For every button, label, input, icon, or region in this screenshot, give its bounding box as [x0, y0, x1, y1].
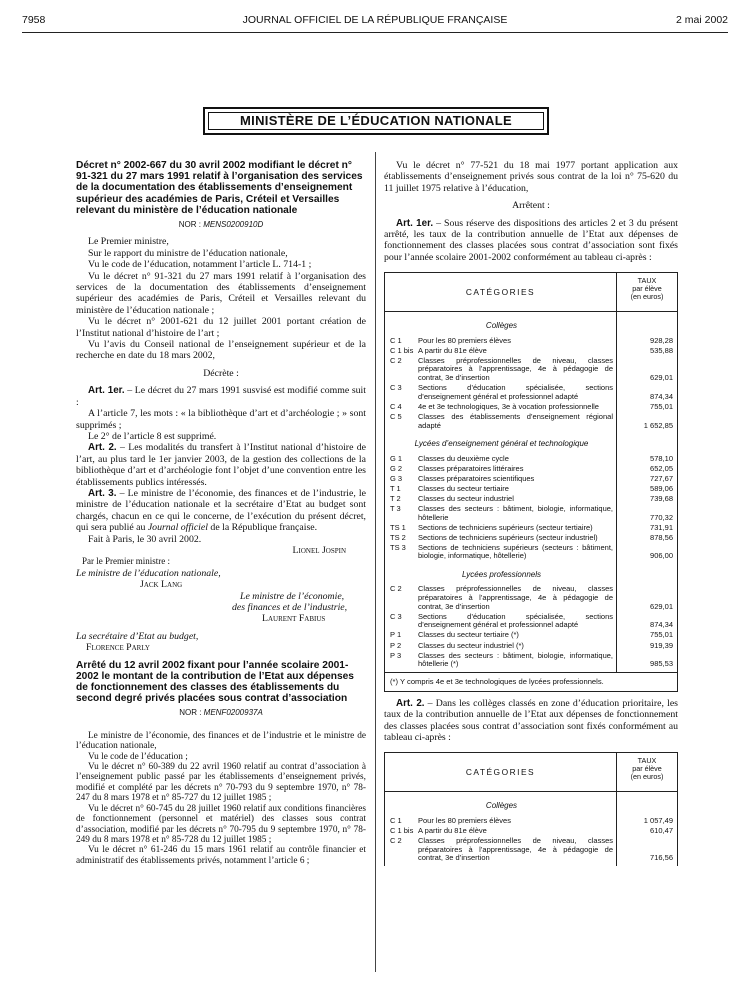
running-header [22, 14, 728, 30]
row-code: P 3 [390, 650, 402, 660]
decret-nor-code: MENS0200910D [203, 220, 264, 230]
table-row [390, 473, 673, 484]
row-value: 874,34 [650, 391, 673, 401]
arrete-preamble-cont [384, 160, 678, 194]
decrete: Décrète : [203, 367, 239, 379]
row-label: Classes du secteur industriel [418, 493, 514, 503]
row-code: C 2 [390, 835, 402, 845]
page-number: 7958 [22, 14, 46, 26]
table-row [390, 335, 673, 346]
row-value: 985,53 [650, 659, 673, 669]
arrete-preamble-para: Vu le décret n° 60-745 du 28 juillet 1960 relatif aux conditions financières de fonctionnement (personnel et matériel) des classes sous contrat d’association, modifié par les décrets n° 70-795 du 9 septembre 1970, n° 78-249 du 8 mars 1978 et n° 85-728 du 12 juillet 1985 ; [76, 803, 366, 845]
row-value: 928,28 [650, 335, 673, 345]
row-value: 906,00 [650, 551, 673, 561]
row-value: 716,56 [650, 853, 673, 863]
min-eco-2: des finances et de l’industrie, [232, 602, 348, 614]
row-code: C 1 bis [390, 345, 414, 355]
col-categories: CATÉGORIES [465, 286, 536, 297]
row-code: C 4 [390, 401, 402, 411]
row-label: Sections de techniciens supérieurs (secteur industriel) [418, 532, 598, 542]
row-label: Classes préprofessionnelles de niveau, classes préparatoires à l’apprentissage, 4e à pédagogie de contrat, 3e d’insertion [418, 835, 613, 863]
table-row [390, 630, 673, 640]
table-row [390, 825, 673, 836]
table-row [390, 345, 673, 356]
row-label: Classes du secteur tertiaire (*) [418, 630, 519, 640]
row-code: G 1 [390, 453, 403, 463]
table-row [390, 383, 673, 401]
row-value: 874,34 [650, 620, 673, 630]
arrete-preamble-para: Vu le décret n° 61-246 du 15 mars 1961 relatif au contrôle financier et administratif des établissements privés, notamment l’article 6 ; [76, 845, 366, 866]
row-code: T 1 [390, 483, 401, 493]
arrete-preamble-para: Vu le code de l’éducation ; [88, 751, 188, 762]
header-rule [22, 32, 728, 33]
row-label: Classes des établissements d’enseignement régional adapté [418, 411, 613, 430]
row-label: Classes du deuxième cycle [418, 453, 509, 463]
ministry-banner [203, 107, 549, 135]
issue-date: 2 mai 2002 [676, 14, 728, 26]
row-label: Pour les 80 premiers élèves [418, 335, 511, 345]
journal-title: JOURNAL OFFICIEL DE LA RÉPUBLIQUE FRANÇAISE [242, 14, 508, 26]
row-code: P 1 [390, 630, 402, 640]
row-code: C 3 [390, 611, 402, 621]
table-footnote: (*) Y compris 4e et 3e technologiques de lycées professionnels. [385, 672, 677, 690]
row-value: 629,01 [650, 373, 673, 383]
row-value: 652,05 [650, 463, 673, 473]
table-section-title: Lycées d’enseignement général et technologique [414, 439, 589, 449]
decret-preamble-para: Vu le décret n° 2001-621 du 12 juillet 2001 portant création de l’Institut national d’histoire de l’art ; [76, 316, 366, 339]
row-code: C 1 [390, 335, 402, 345]
table-row [390, 493, 673, 504]
arrete-preamble-para: Le ministre de l’économie, des finances et de l’industrie et le ministre de l’éducation nationale, [76, 730, 366, 752]
table-row [390, 532, 673, 543]
row-code: G 2 [390, 463, 403, 473]
row-label: Pour les 80 premiers élèves [418, 815, 511, 825]
row-label: Classes préprofessionnelles de niveau, classes préparatoires à l’apprentissage, 4e à pédagogie de contrat, 3e d’insertion [418, 355, 613, 383]
row-code: C 5 [390, 411, 402, 421]
row-value: 770,32 [650, 512, 673, 522]
row-label: Sections de techniciens supérieurs (secteur tertiaire) [418, 522, 593, 532]
row-value: 878,56 [650, 532, 673, 542]
table-section-title: Collèges [485, 321, 518, 331]
row-label: Classes préparatoires scientifiques [418, 473, 535, 483]
arrete-art1: Art. 1er. – Sous réserve des dispositions des articles 2 et 3 du présent arrêté, les taux de la contribution annuelle de l’Etat aux dépenses de fonctionnement des classes placées sous contrat d’association sont fixés pour l’année scolaire 2001-2002 conformément au tableau ci-après : [384, 217, 678, 263]
row-value: 535,88 [650, 345, 673, 355]
col-taux-2: TAUX par élève (en euros) [616, 753, 677, 791]
row-label: Classes préprofessionnelles de niveau, classes préparatoires à l’apprentissage, 4e à pédagogie de contrat, 3e d’insertion [418, 584, 613, 611]
arrete-preamble [76, 731, 366, 866]
decret-art2: Art. 2. – Les modalités du transfert à l’Institut national d’histoire de l’art, au plus tard le 1er janvier 2003, de la gestion des collections de la bibliothèque d’art et d’archéologie font l’objet d’une convention entre les établissements publics intéressés. [76, 442, 366, 488]
decret-preamble [76, 236, 366, 361]
min-eco-1: Le ministre de l’économie, [240, 590, 345, 602]
row-code: C 2 [390, 584, 402, 594]
decret-nor: NOR : MENS0200910D [178, 220, 264, 230]
row-label: Classes des secteurs : bâtiment, biologie, informatique, hôtellerie [418, 503, 613, 522]
signer-fabius: Laurent Fabius [262, 613, 326, 625]
zep-table-body [385, 792, 673, 866]
decret-preamble-para: Sur le rapport du ministre de l’éducation nationale, [88, 247, 288, 259]
row-label: Sections d’éducation spécialisée, sections d’enseignement général et professionnel adapté [418, 383, 613, 401]
row-code: C 3 [390, 383, 402, 393]
row-code: T 2 [390, 493, 401, 503]
row-value: 919,39 [650, 640, 673, 650]
row-code: C 2 [390, 355, 402, 365]
min-edu: Le ministre de l’éducation nationale, [76, 567, 221, 579]
table-row [390, 542, 673, 561]
decret-preamble-para: Le Premier ministre, [88, 236, 169, 248]
table-row [390, 401, 673, 412]
table-row [390, 483, 673, 494]
row-code: TS 2 [390, 532, 406, 542]
arretent: Arrêtent : [512, 200, 550, 212]
row-value: 1 652,85 [643, 420, 673, 430]
par-premier-ministre: Par le Premier ministre : [82, 556, 170, 567]
table-row [390, 463, 673, 474]
row-label: Classes des secteurs : bâtiment, biologie, informatique, hôtellerie (*) [418, 650, 613, 669]
row-value: 731,91 [650, 522, 673, 532]
row-label: A partir du 81e élève [418, 345, 487, 355]
decret-title: Décret n° 2002-667 du 30 avril 2002 modifiant le décret n° 91-321 du 27 mars 1991 relatif à l’organisation des services de la documentation des établissements d’enseignement supérieur des académies de Paris, Créteil et Versailles relevant du ministère de l’éducation nationale [76, 160, 363, 216]
row-label: Classes du secteur industriel (*) [418, 640, 524, 650]
row-value: 589,06 [650, 483, 673, 493]
row-code: T 3 [390, 503, 401, 513]
row-value: 629,01 [650, 601, 673, 611]
left-column [76, 160, 366, 866]
row-code: TS 1 [390, 522, 406, 532]
signer-parly: Florence Parly [86, 642, 150, 654]
decret-art3: Art. 3. – Le ministre de l’économie, des finances et de l’industrie, le ministre de l’éducation nationale et la secrétaire d’Etat au budget sont chargés, chacun en ce qui le concerne, de l’exécution du présent décret, qui sera publié au Journal officiel de la République française. [76, 487, 366, 534]
table-row [390, 411, 673, 430]
table-row [390, 584, 673, 611]
table-section-title: Lycées professionnels [461, 570, 541, 580]
signer-jospin: Lionel Jospin [292, 544, 346, 556]
signer-lang: Jack Lang [140, 579, 183, 591]
decret-preamble-para: Vu l’avis du Conseil national de l’enseignement supérieur et de la recherche en date du 18 mars 2002, [76, 339, 366, 362]
col-categories-2: CATÉGORIES [465, 766, 536, 777]
arrete-preamble-para: Vu le décret n° 60-389 du 22 avril 1960 relatif au contrat d’association à l’enseignement public passé par les établissements d’enseignement privés, modifié et complété par les décrets n° 70-793 du 9 septembre 1970, n° 78-247 du 8 mars 1978 et n° 85-727 du 12 juillet 1985 ; [76, 762, 366, 804]
col-taux: TAUX par élève (en euros) [616, 273, 677, 311]
row-code: C 1 bis [390, 825, 414, 835]
arrete-preamble-para: Vu le décret n° 77-521 du 18 mai 1977 portant application aux établissements d’enseignement privés sous contrat de la loi n° 75-620 du 11 juillet 1975 relative à l’éducation, [384, 160, 678, 194]
arrete-nor-code: MENF0200937A [203, 708, 263, 718]
row-label: Classes du secteur tertiaire [418, 483, 509, 493]
table-row [390, 355, 673, 383]
row-value: 727,67 [650, 473, 673, 483]
row-label: 4e et 3e technologiques, 3e à vocation professionnelle [418, 401, 599, 411]
table-row [390, 453, 673, 464]
row-label: Sections de techniciens supérieurs (secteurs : bâtiment, biologie, informatique, hôtellerie) [418, 542, 613, 561]
row-value: 755,01 [650, 630, 673, 640]
table-row [390, 640, 673, 651]
row-code: C 1 [390, 815, 402, 825]
zep-rates-table [384, 752, 678, 866]
table-section-title: Collèges [485, 801, 518, 811]
fait-a-paris: Fait à Paris, le 30 avril 2002. [88, 533, 202, 545]
row-code: P 2 [390, 640, 402, 650]
row-code: TS 3 [390, 542, 406, 552]
ministry-banner-text: MINISTÈRE DE L’ÉDUCATION NATIONALE [208, 112, 544, 130]
decret-preamble-para: Vu le décret n° 91-321 du 27 mars 1991 relatif à l’organisation des services de la documentation des établissements d’enseignement supérieur des académies de Paris, Créteil et Versailles relevant du ministère de l’éducation nationale ; [76, 270, 366, 316]
table-row [390, 835, 673, 863]
right-column [384, 160, 678, 866]
decret-preamble-para: Vu le code de l’éducation, notamment l’article L. 714-1 ; [88, 259, 312, 271]
decret-art1: Art. 1er. – Le décret du 27 mars 1991 susvisé est modifié comme suit : [76, 385, 366, 408]
column-divider [375, 152, 376, 972]
sec-budget: La secrétaire d’Etat au budget, [76, 630, 199, 642]
arrete-nor: NOR : MENF0200937A [179, 708, 263, 718]
row-value: 739,68 [650, 493, 673, 503]
row-value: 610,47 [650, 825, 673, 835]
table-row [390, 522, 673, 533]
table-row [390, 815, 673, 826]
arrete-art2: Art. 2. – Dans les collèges classés en zone d’éducation prioritaire, les taux de la contribution annuelle de l’Etat aux dépenses de fonctionnement des classes placées sous contrat d’association sont fixés conformément au tableau ci-après : [384, 697, 678, 743]
decret-art1-a: A l’article 7, les mots : « la bibliothèque d’art et d’archéologie ; » sont supprimés ; [76, 408, 366, 431]
decret-art1-b: Le 2° de l’article 8 est supprimé. [88, 430, 217, 442]
row-value: 578,10 [650, 453, 673, 463]
row-label: A partir du 81e élève [418, 825, 487, 835]
rates-table [384, 272, 678, 691]
arrete-title: Arrêté du 12 avril 2002 fixant pour l’année scolaire 2001-2002 le montant de la contribution de l’Etat aux dépenses de fonctionnement des classes des établissements du second degré privés placées sous contrat d’association [76, 659, 354, 705]
table-row [390, 503, 673, 522]
rates-table-body [385, 312, 673, 672]
table-row [390, 650, 673, 669]
table-row [390, 611, 673, 630]
row-value: 755,01 [650, 401, 673, 411]
row-value: 1 057,49 [643, 815, 673, 825]
row-label: Classes préparatoires littéraires [418, 463, 524, 473]
row-label: Sections d’éducation spécialisée, sections d’enseignement général et professionnel adapté [418, 611, 613, 630]
row-code: G 3 [390, 473, 403, 483]
